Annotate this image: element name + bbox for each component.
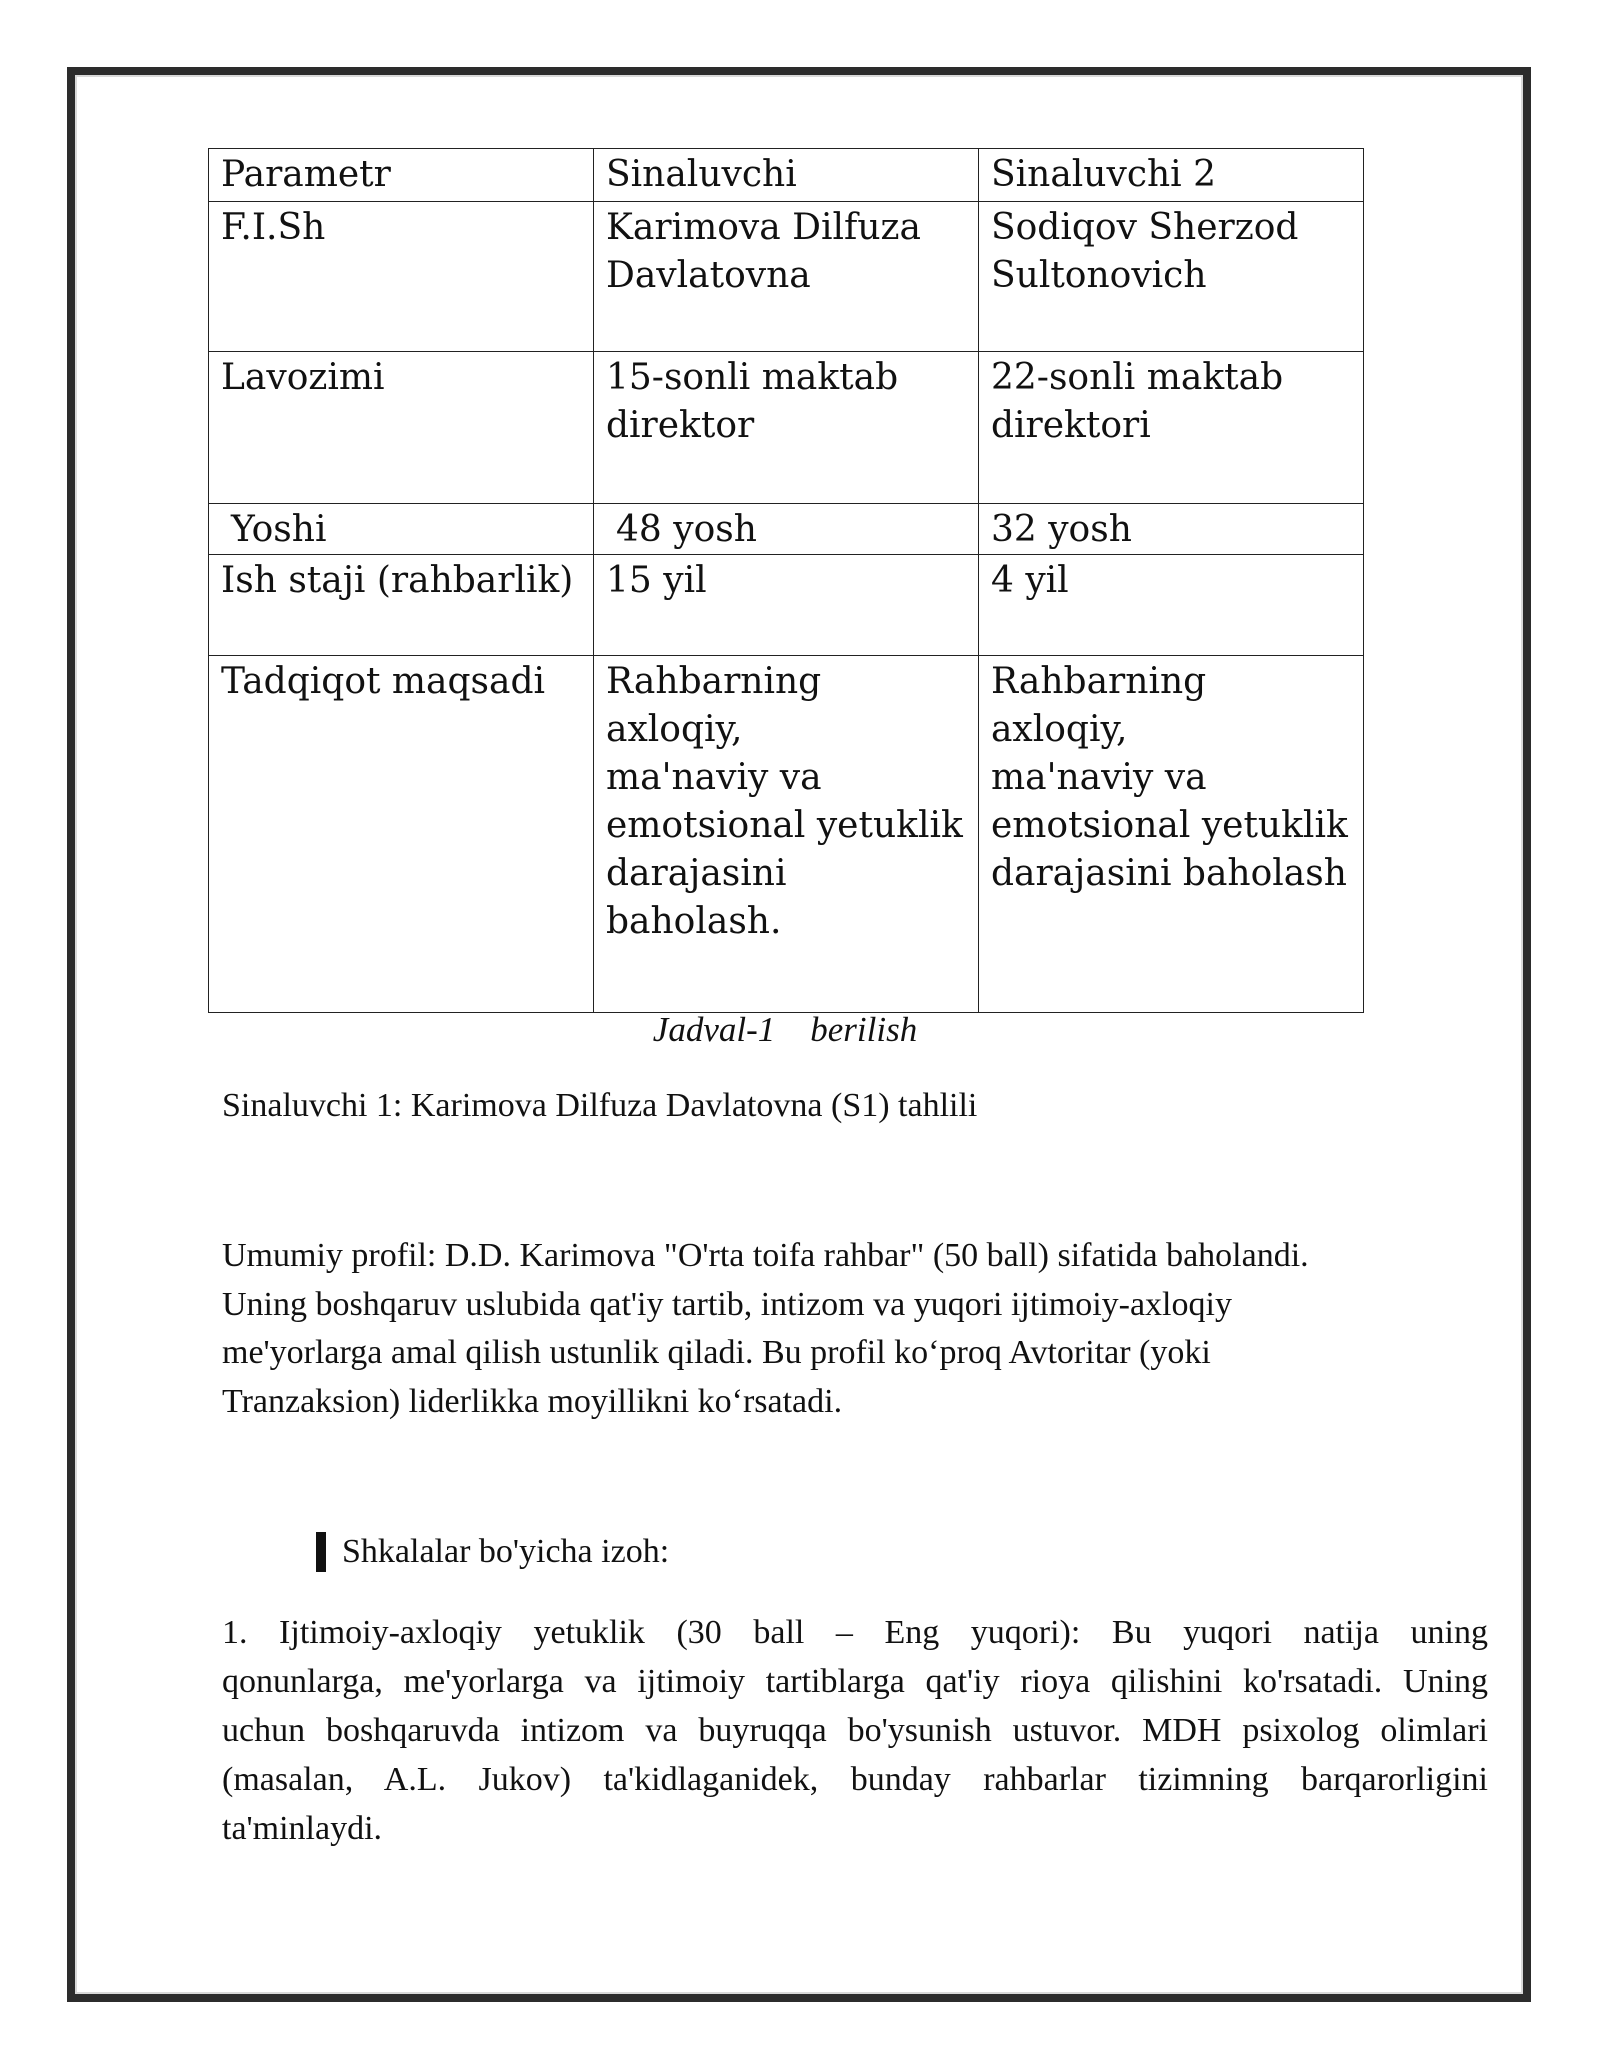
header-cell-parameter: Parametr — [209, 149, 594, 202]
cell-line: Sodiqov Sherzod — [990, 207, 1299, 248]
paragraph-line: qonunlarga, me'yorlarga va ijtimoiy tartiblarga qat'iy rioya qilishini ko'rsatadi. Uning — [222, 1663, 1488, 1700]
subject-2-value — [978, 504, 1363, 555]
subject-1-value — [593, 352, 978, 504]
cell-line: Rahbarning axloqiy, — [990, 661, 1207, 750]
cell-line: 48 yosh — [615, 509, 757, 550]
paragraph-line: (masalan, A.L. Jukov) ta'kidlaganidek, bunday rahbarlar tizimning barqarorligini — [222, 1761, 1488, 1798]
cell-line: darajasini baholash — [990, 853, 1347, 894]
subject-2-value — [978, 656, 1363, 1013]
table-row — [209, 202, 1364, 352]
subject-2-value — [978, 202, 1363, 352]
table-row — [209, 504, 1364, 555]
scale-paragraph — [222, 1608, 1488, 1853]
paragraph-line: uchun boshqaruvda intizom va buyruqqa bo'ysunish ustuvor. MDH psixolog olimlari — [222, 1712, 1488, 1749]
paragraph-line: ta'minlaydi. — [222, 1810, 383, 1847]
row-label: F.I.Sh — [209, 202, 594, 352]
cell-line: darajasini baholash. — [605, 853, 787, 942]
header-cell-subject-2: Sinaluvchi 2 — [978, 149, 1363, 202]
cell-line: emotsional yetuklik — [605, 805, 963, 846]
paragraph-line: 1. Ijtimoiy-axloqiy yetuklik (30 ball – Eng yuqori): Bu yuqori natija uning — [222, 1614, 1488, 1651]
cell-line: 22-sonli maktab — [990, 357, 1284, 398]
cell-line: 15 yil — [605, 560, 707, 601]
cell-line: emotsional yetuklik — [990, 805, 1348, 846]
subject-2-value — [978, 352, 1363, 504]
paragraph-line: Tranzaksion) liderlikka moyillikni ko‘rsatadi. — [222, 1382, 843, 1420]
subject-1-value — [593, 504, 978, 555]
row-label: Tadqiqot maqsadi — [209, 656, 594, 1013]
cell-line: Davlatovna — [605, 255, 811, 296]
subject-2-value — [978, 555, 1363, 656]
table-header-row — [209, 149, 1364, 202]
table-row — [209, 555, 1364, 656]
header-cell-subject-1: Sinaluvchi — [593, 149, 978, 202]
table-caption: Jadval-1 berilish — [652, 1010, 918, 1049]
cell-line: 15-sonli maktab — [605, 357, 899, 398]
cell-line: direktori — [990, 405, 1151, 446]
row-label: Yoshi — [209, 504, 594, 555]
subject-1-value — [593, 656, 978, 1013]
cell-line: 4 yil — [990, 560, 1069, 601]
subject-1-value — [593, 555, 978, 656]
paragraph-line: Uning boshqaruv uslubida qat'iy tartib, intizom va yuqori ijtimoiy-axloqiy — [222, 1285, 1232, 1323]
cell-line: ma'naviy va — [605, 757, 822, 798]
parameters-table — [208, 148, 1364, 1013]
row-label: Ish staji (rahbarlik) — [209, 555, 594, 656]
cell-line: Sultonovich — [990, 255, 1207, 296]
row-label: Lavozimi — [209, 352, 594, 504]
scale-heading-text: Shkalalar bo'yicha izoh: — [342, 1533, 670, 1570]
paragraph-line: me'yorlarga amal qilish ustunlik qiladi. Bu profil ko‘proq Avtoritar (yoki — [222, 1334, 1211, 1371]
subject-heading: Sinaluvchi 1: Karimova Dilfuza Davlatovna (S1) tahlili — [222, 1087, 978, 1124]
cell-line: 32 yosh — [990, 509, 1132, 550]
paragraph-line: Umumiy profil: D.D. Karimova "O'rta toifa rahbar" (50 ball) sifatida baholandi. — [222, 1237, 1309, 1274]
profile-paragraph — [222, 1232, 1422, 1426]
cell-line: direktor — [605, 405, 755, 446]
subject-1-value — [593, 202, 978, 352]
cell-line: ma'naviy va — [990, 757, 1207, 798]
cell-line: Rahbarning axloqiy, — [605, 661, 822, 750]
table-row — [209, 352, 1364, 504]
bar-marker-icon — [316, 1532, 326, 1572]
scale-heading — [316, 1530, 669, 1574]
table-row — [209, 656, 1364, 1013]
cell-line: Karimova Dilfuza — [605, 207, 921, 248]
